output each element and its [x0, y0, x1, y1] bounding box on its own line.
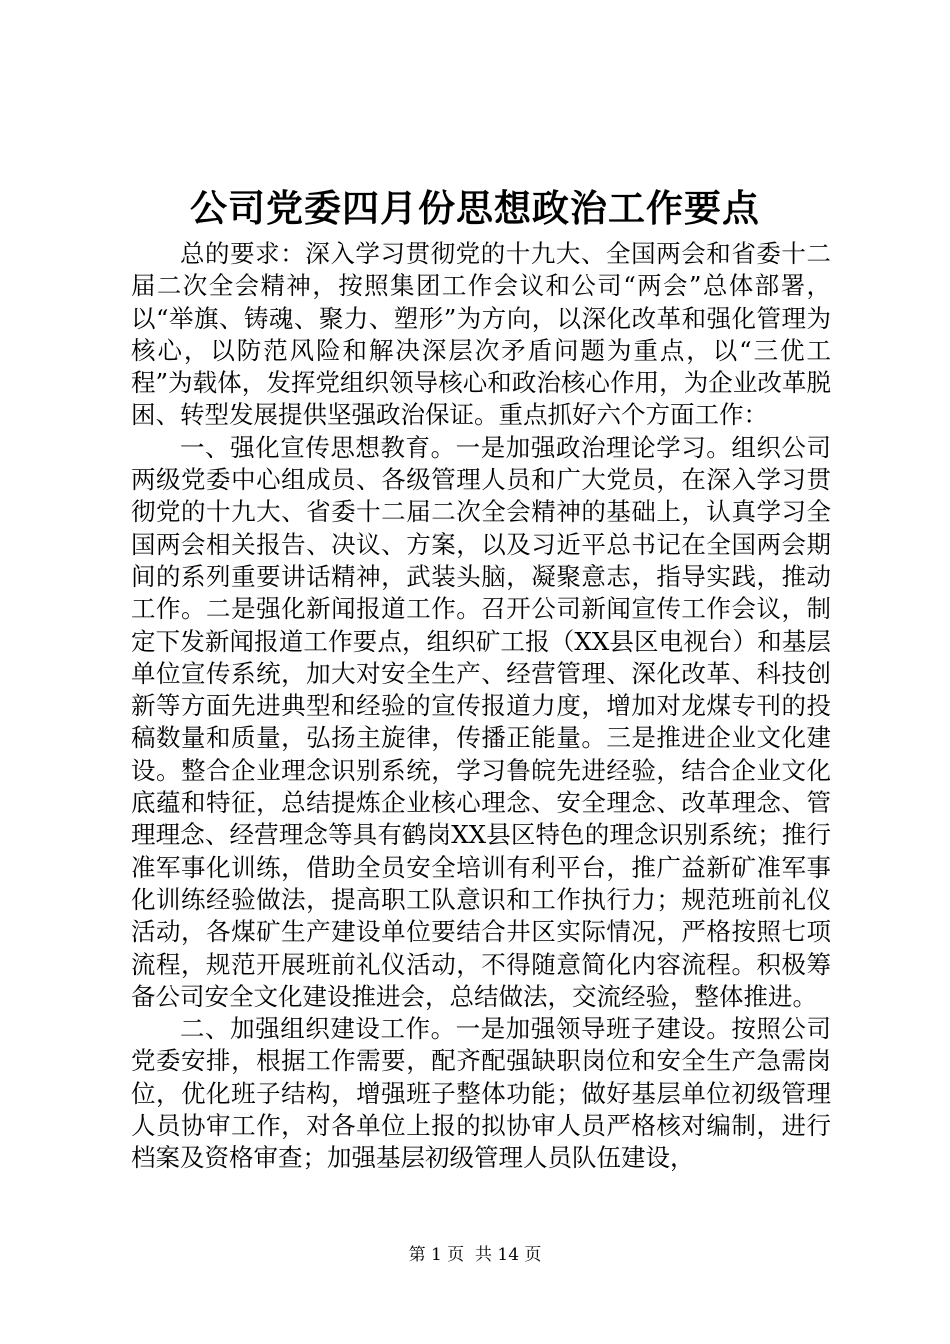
document-body: [131, 238, 831, 1175]
paragraph-section-two: 二、加强组织建设工作。一是加强领导班子建设。按照公司党委安排，根据工作需要，配齐配强缺职岗位和安全生产急需岗位，优化班子结构，增强班子整体功能；做好基层单位初级管理人员协审工作，对各单位上报的拟协审人员严格核对编制，进行档案及资格审查；加强基层初级管理人员队伍建设，: [131, 1014, 831, 1173]
paragraph-general-requirements: 总的要求：深入学习贯彻党的十九大、全国两会和省委十二届二次全会精神，按照集团工作会议和公司“两会”总体部署，以“举旗、铸魂、聚力、塑形”为方向，以深化改革和强化管理为核心，以防范风险和解决深层次矛盾问题为重点，以“三优工程”为载体，发挥党组织领导核心和政治核心作用，为企业改革脱困、转型发展提供坚强政治保证。重点抓好六个方面工作：: [131, 239, 831, 430]
paragraph-section-one: 一、强化宣传思想教育。一是加强政治理论学习。组织公司两级党委中心组成员、各级管理人员和广大党员，在深入学习贯彻党的十九大、省委十二届二次全会精神的基础上，认真学习全国两会相关报告、决议、方案，以及习近平总书记在全国两会期间的系列重要讲话精神，武装头脑，凝聚意志，指导实践，推动工作。二是强化新闻报道工作。召开公司新闻宣传工作会议，制定下发新闻报道工作要点，组织矿工报（XX县区电视台）和基层单位宣传系统，加大对安全生产、经营管理、深化改革、科技创新等方面先进典型和经验的宣传报道力度，增加对龙煤专刊的投稿数量和质量，弘扬主旋律，传播正能量。三是推进企业文化建设。整合企业理念识别系统，学习鲁皖先进经验，结合企业文化底蕴和特征，总结提炼企业核心理念、安全理念、改革理念、管理理念、经营理念等具有鹤岗XX县区特色的理念识别系统；推行准军事化训练，借助全员安全培训有利平台，推广益新矿准军事化训练经验做法，提高职工队意识和工作执行力；规范班前礼仪活动，各煤矿生产建设单位要结合井区实际情况，严格按照七项流程，规范开展班前礼仪活动，不得随意简化内容流程。积极筹备公司安全文化建设推进会，总结做法，交流经验，整体推进。: [131, 432, 831, 1011]
page-number-footer: [0, 1243, 950, 1267]
page-number-label: 第 1 页 共 14 页: [408, 1245, 542, 1265]
document-title: 公司党委四月份思想政治工作要点: [190, 186, 760, 230]
